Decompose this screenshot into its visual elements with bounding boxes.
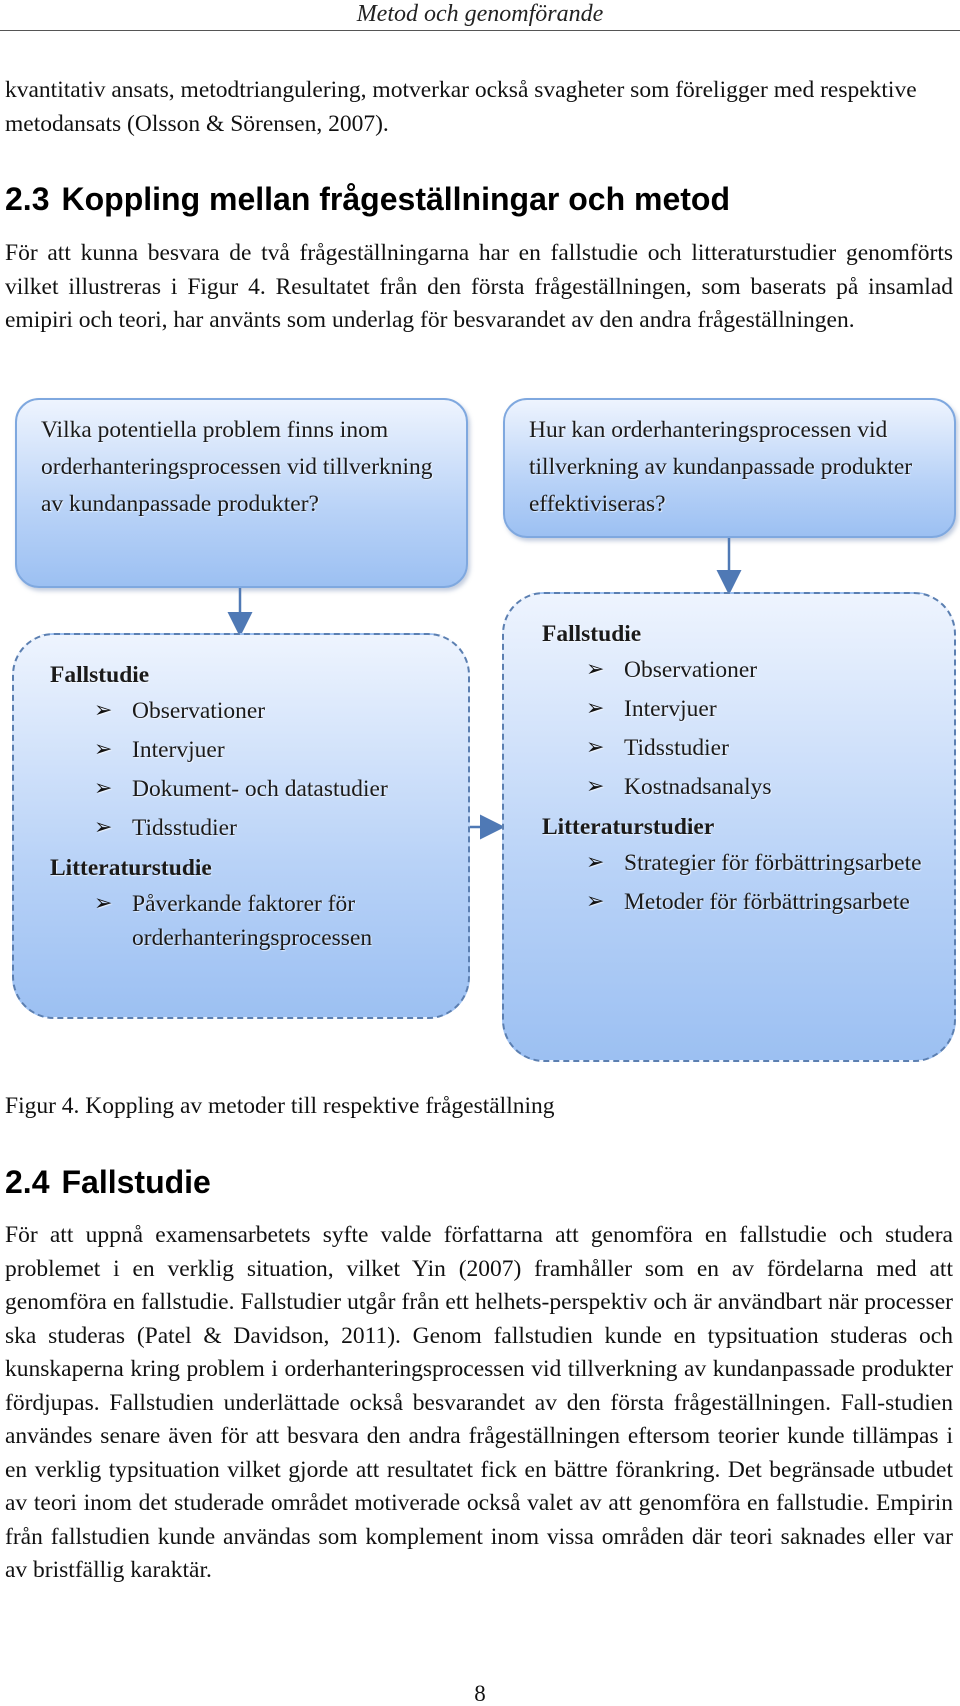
arrow-bullet-icon: ➢: [94, 698, 113, 723]
section-heading-2-4: [5, 1162, 211, 1202]
arrow-bullet-icon: ➢: [94, 891, 113, 916]
list-item: ➢ Kostnadsanalys: [586, 770, 926, 804]
arrow-bullet-icon: ➢: [586, 850, 605, 875]
list-item: ➢ Intervjuer: [586, 692, 926, 726]
section-number: 2.3: [5, 181, 50, 217]
literature-list-left: [50, 887, 440, 955]
arrow-bullet-icon: ➢: [94, 776, 113, 801]
list-item: ➢ Metoder för förbättringsarbete: [586, 885, 926, 919]
literature-heading-left: Litteraturstudie: [50, 855, 212, 881]
arrow-bullet-icon: ➢: [586, 774, 605, 799]
list-item: ➢ Observationer: [94, 694, 440, 728]
intro-paragraph: kvantitativ ansats, metodtriangulering, motverkar också svagheter som föreligger med respektive metodansats (Olsson & Sörensen, 2007).: [5, 77, 917, 137]
question-left-text: Vilka potentiella problem finns inom orderhanteringsprocessen vid tillverkning av kundanpassade produkter?: [41, 417, 433, 517]
arrow-bullet-icon: ➢: [586, 696, 605, 721]
section-number: 2.4: [5, 1164, 50, 1200]
page-number: 8: [474, 1681, 486, 1706]
list-item: ➢ Observationer: [586, 653, 926, 687]
section-2-3-body: För att kunna besvara de två frågeställningarna har en fallstudie och litteraturstudier genomförts vilket illustreras i Figur 4. Resultatet från den första frågeställningen, som baserats på insamlad emipiri och teori, har använts som underlag för besvarandet av den andra frågeställningen.: [5, 240, 953, 333]
literature-list-right: [542, 846, 926, 919]
case-study-list-right: [542, 653, 926, 804]
arrow-bullet-icon: ➢: [94, 737, 113, 762]
list-item: ➢ Påverkande faktorer för orderhanteringsprocessen: [94, 887, 440, 955]
list-item: ➢ Strategier för förbättringsarbete: [586, 846, 926, 880]
section-heading-2-3: [5, 179, 730, 219]
arrow-bullet-icon: ➢: [94, 815, 113, 840]
question-right-text: Hur kan orderhanteringsprocessen vid tillverkning av kundanpassade produkter effektiviseras?: [529, 417, 913, 517]
running-header: Metod och genomförande: [0, 0, 960, 31]
list-item: ➢ Tidsstudier: [586, 731, 926, 765]
list-item: ➢ Dokument- och datastudier: [94, 772, 440, 806]
arrow-bullet-icon: ➢: [586, 735, 605, 760]
question-box-left: [15, 398, 468, 588]
case-study-list-left: [50, 694, 440, 845]
case-study-heading-left: Fallstudie: [50, 662, 150, 688]
literature-heading-right: Litteraturstudier: [542, 814, 715, 840]
arrow-bullet-icon: ➢: [586, 657, 605, 682]
methods-box-right: [502, 592, 956, 1062]
question-box-right: [503, 398, 956, 538]
methods-box-left: [12, 633, 470, 1019]
figure-caption: Figur 4. Koppling av metoder till respektive frågeställning: [5, 1093, 555, 1119]
list-item: ➢ Tidsstudier: [94, 811, 440, 845]
list-item: ➢ Intervjuer: [94, 733, 440, 767]
section-2-4-body: För att uppnå examensarbetets syfte valde författarna att genomföra en fallstudie och studera problemet i en verklig situation, vilket Yin (2007) framhåller som en av fördelarna med att genomföra en fallstudie. Fallstudier utgår från ett helhets-perspektiv och är användbart när processer ska studeras (Patel & Davidson, 2011). Genom fallstudien kunde en typsituation studeras och kunskaperna kring problem i orderhanteringsprocessen vid tillverkning av kundanpassade produkter fördjupas. Fallstudien underlättade också besvarandet av den första frågeställningen. Fall-studien användes senare även för att besvara den andra frågeställningen eftersom teorier kunde tillämpas i en verklig typsituation vilket gjorde att resultatet fick en bättre förankring. Det begränsade utbudet av teori inom det studerade området motiverade också valet av att genomföra en fallstudie. Empirin från fallstudien kunde användas som komplement inom vissa områden där teori saknades eller var av bristfällig karaktär.: [5, 1222, 953, 1583]
section-title: Koppling mellan frågeställningar och metod: [61, 181, 730, 217]
case-study-heading-right: Fallstudie: [542, 621, 642, 647]
section-title: Fallstudie: [61, 1164, 211, 1200]
arrow-bullet-icon: ➢: [586, 889, 605, 914]
